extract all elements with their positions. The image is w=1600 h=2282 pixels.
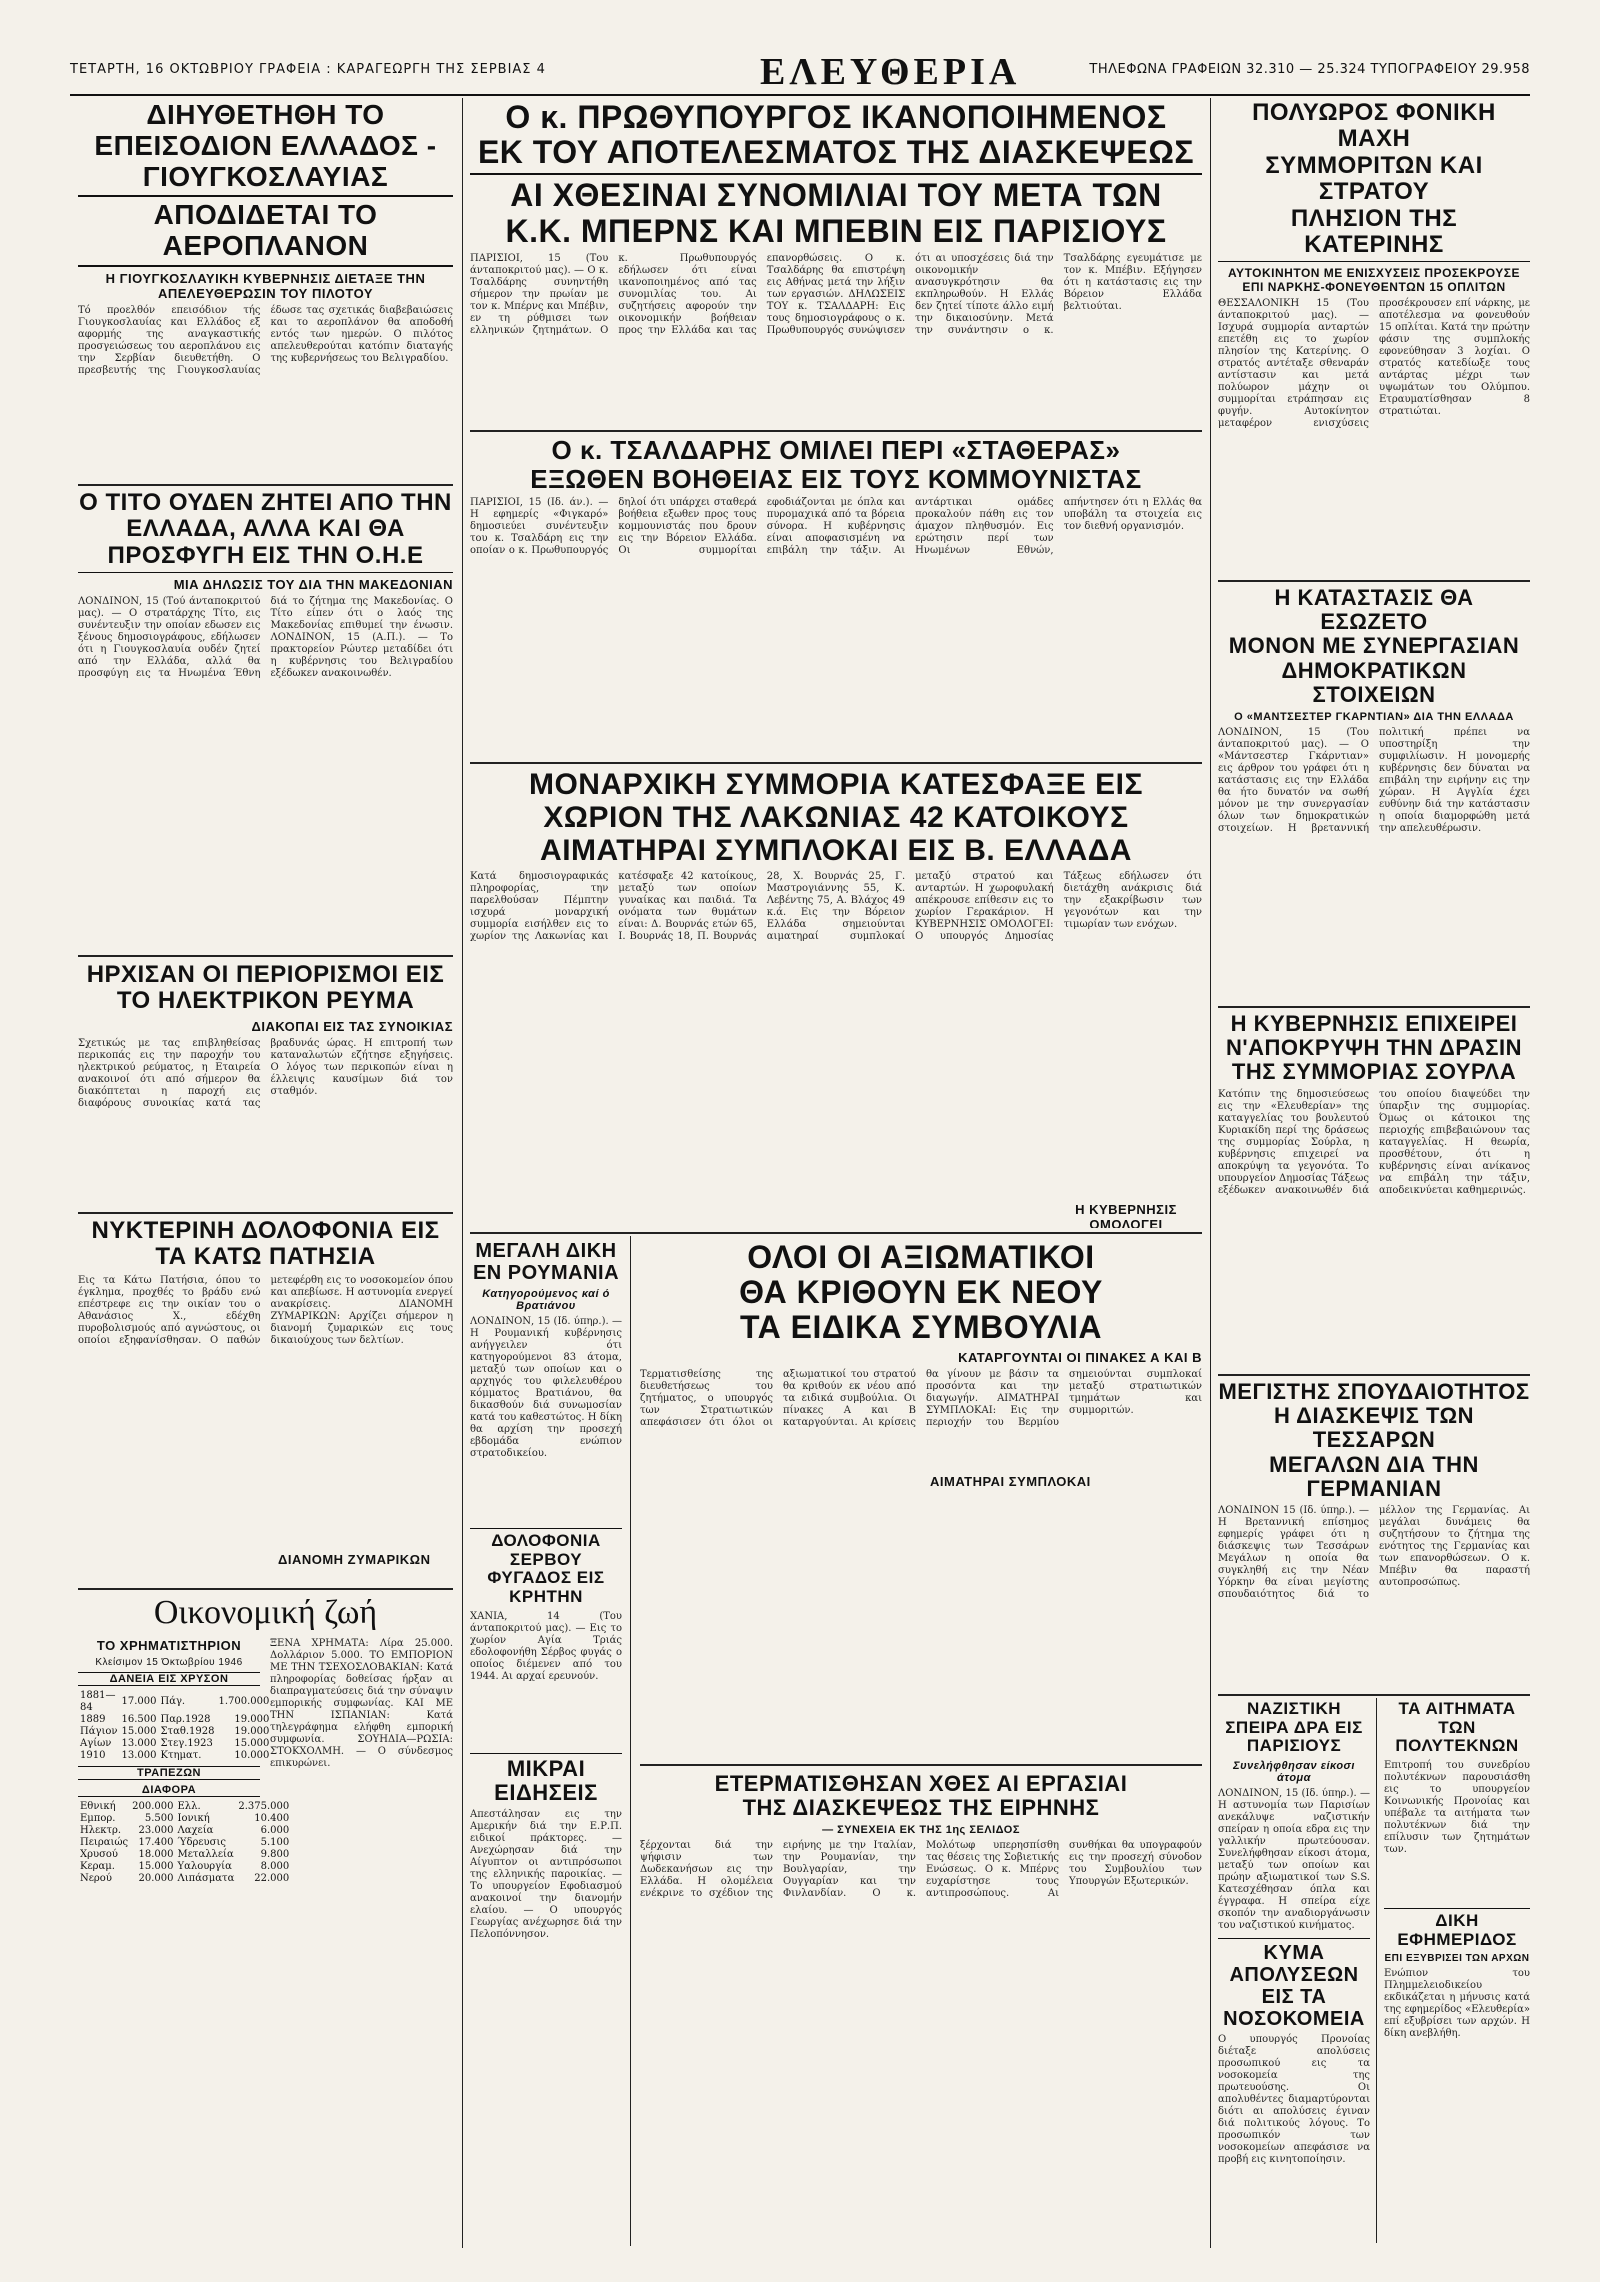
headline: ΗΡΧΙΣΑΝ ΟΙ ΠΕΡΙΟΡΙΣΜΟΙ ΕΙΣ ΤΟ ΗΛΕΚΤΡΙΚΟΝ ΡΕΥΜΑ xyxy=(86,962,445,1015)
article-sourlas-gang xyxy=(1218,1012,1530,1372)
table-row xyxy=(78,1738,271,1750)
headline: ΘΑ ΚΡΙΘΟΥΝ ΕΚ ΝΕΟΥ xyxy=(739,1274,1103,1311)
headline: ΠΛΗΣΙΟΝ ΤΗΣ ΚΑΤΕΡΙΝΗΣ xyxy=(1290,204,1458,258)
table-row xyxy=(78,1801,291,1813)
table-cell: Σταθ.1928 xyxy=(160,1726,215,1737)
table-cell: 18.000 xyxy=(138,1849,174,1860)
article-tsaldaris-support xyxy=(470,436,1202,761)
table-cell: 1889 xyxy=(80,1714,106,1725)
article-newspaper-trial xyxy=(1384,1905,1530,2240)
article-electricity xyxy=(78,962,453,1212)
table-cell: Κεραμ. xyxy=(80,1861,115,1872)
article-crete-murder xyxy=(470,1525,622,1745)
article-peace-conference xyxy=(640,1772,1202,2242)
table-cell: 17.400 xyxy=(138,1837,174,1848)
article-short-news xyxy=(470,1750,622,2240)
headline: ΤΗΣ ΔΙΑΣΚΕΨΕΩΣ ΤΗΣ ΕΙΡΗΝΗΣ xyxy=(742,1795,1100,1821)
headline: ΤΑ ΕΙΔΙΚΑ ΣΥΜΒΟΥΛΙΑ xyxy=(740,1309,1102,1346)
table-cell: 5.500 xyxy=(144,1813,174,1824)
article-body: Τερματισθείσης της διευθετήσεως του ζητήματος, ο υπουργός των Στρατιωτικών απεφάσισεν ότι όλοι οι αξιωματικοί του στρατού θα κριθούν εκ νέου από τα ειδικά συμβούλια. Οι πίνακες Α και Β καταργούνται. Αι κρίσεις θα γίνουν με βάσιν τα προσόντα και την διαγωγήν. ΑΙΜΑΤΗΡΑΙ ΣΥΜΠΛΟΚΑΙ: Εις την περιοχήν του Βερμίου σημειούνται συμπλοκαί μεταξύ στρατιωτικών τμημάτων και συμμοριτών. xyxy=(640,1368,1202,1428)
table-cell: Αγίων xyxy=(80,1738,112,1749)
headline: Η ΚΑΤΑΣΤΑΣΙΣ ΘΑ ΕΣΩΖΕΤΟ xyxy=(1274,586,1474,635)
headline: ΑΙΜΑΤΗΡΑΙ ΣΥΜΠΛΟΚΑΙ ΕΙΣ Β. ΕΛΛΑΔΑ xyxy=(540,834,1132,867)
table-row xyxy=(78,1813,291,1825)
subheadline: Η ΚΥΒΕΡΝΗΣΙΣ ΟΜΟΛΟΓΕΙ xyxy=(1075,1202,1177,1228)
table-cell: 13.000 xyxy=(121,1738,157,1749)
table-cell: 15.000 xyxy=(121,1726,157,1737)
table-cell: 10.400 xyxy=(254,1813,290,1824)
exchange-date: Κλείσιμον 15 Όκτωβρίου 1946 xyxy=(95,1657,243,1668)
table-cell: Κτηματ. xyxy=(160,1750,202,1761)
table-cell: 19.000 xyxy=(234,1726,270,1737)
article-body: ξέρχονται διά την ψήφισιν των Δωδεκανήσων εις την Ελλάδα. Η ολομέλεια ενέκρινε το σχέδιον της ειρήνης με την Ιταλίαν, την Ρουμανίαν, την Βουλγαρίαν, την Ουγγαρίαν και την Φινλανδίαν. Ο κ. Μολότωφ υπερησπίσθη τας θέσεις της Σοβιετικής Ενώσεως. Ο κ. Μπέρνς ευχαρίστησε τους αντιπροσώπους. Αι συνθήκαι θα υπογραφούν εις την προσεχή σύνοδον του Συμβουλίου των Υπουργών Εξωτερικών. xyxy=(640,1840,1202,1900)
table-row xyxy=(78,1726,271,1738)
subheadline: Συνελήφθησαν είκοσι άτομα xyxy=(1233,1760,1355,1785)
article-greece-yugoslavia xyxy=(78,100,453,490)
subheadline: ΜΙΑ ΔΗΛΩΣΙΣ ΤΟΥ ΔΙΑ ΤΗΝ ΜΑΚΕΔΟΝΙΑΝ xyxy=(173,577,453,593)
article-body: Επιτροπή του συνεδρίου πολυτέκνων παρουσιάσθη εις το υπουργείον Κοινωνικής Προνοίας και υπέβαλε τα αιτήματα των πολυτέκνων διά την επίλυσιν των ζητημάτων των. xyxy=(1384,1760,1530,1856)
headline: ΜΕΓΙΣΤΗΣ ΣΠΟΥΔΑΙΟΤΗΤΟΣ xyxy=(1218,1380,1530,1404)
article-nazi-ring xyxy=(1218,1700,1370,1930)
article-body: Ο υπουργός Προνοίας διέταξε απολύσεις προσωπικού εις τα νοσοκομεία της πρωτευούσης. Οι απολυθέντες διαμαρτύρονται διότι αι απολύσεις έγιναν διά πολιτικούς λόγους. Το προσωπικόν των νοσοκομείων απεφάσισε να προβή εις κινητοποίησιν. xyxy=(1218,2034,1370,2165)
masthead xyxy=(70,50,1530,96)
article-body: Ενώπιον του Πλημμελειοδικείου εκδικάζεται η μήνυσις κατά της εφημερίδος «Ελευθερία» επί εξυβρίσει των αρχών. Η δίκη ανεβλήθη. xyxy=(1384,1968,1530,2040)
headline: ΑΙ ΧΘΕΣΙΝΑΙ ΣΥΝΟΜΙΛΙΑΙ ΤΟΥ ΜΕΤΑ ΤΩΝ xyxy=(510,177,1162,214)
article-katerini-battle xyxy=(1218,100,1530,580)
masthead-phones: ΤΗΛΕΦΩΝΑ ΓΡΑΦΕΙΩΝ 32.310 — 25.324 ΤΥΠΟΓΡΑΦΕΙΟΥ 29.958 xyxy=(1089,62,1530,77)
gold-loans-table xyxy=(78,1690,271,1762)
headline: ΤΑ ΑΙΤΗΜΑΤΑ ΤΩΝ ΠΟΛΥΤΕΚΝΩΝ xyxy=(1395,1700,1519,1756)
table-cell: 1881—84 xyxy=(80,1690,116,1713)
subheadline: Ο «ΜΑΝΤΣΕΣΤΕΡ ΓΚΑΡΝΤΙΑΝ» ΔΙΑ ΤΗΝ ΕΛΛΑΔΑ xyxy=(1234,710,1514,723)
table-cell: 17.000 xyxy=(121,1696,157,1707)
table-cell: 19.000 xyxy=(234,1714,270,1725)
headline: Ο κ. ΠΡΩΘΥΠΟΥΡΓΟΣ ΙΚΑΝΟΠΟΙΗΜΕΝΟΣ xyxy=(505,100,1167,135)
article-lakonia-massacre xyxy=(470,768,1202,1228)
table-row xyxy=(78,1825,291,1837)
subheadline: ΚΑΤΑΡΓΟΥΝΤΑΙ ΟΙ ΠΙΝΑΚΕΣ Α ΚΑΙ Β xyxy=(958,1349,1202,1365)
headline: ΕΤΕΡΜΑΤΙΣΘΗΣΑΝ ΧΘΕΣ ΑΙ ΕΡΓΑΣΙΑΙ xyxy=(714,1772,1128,1796)
subheadline: ΑΙΜΑΤΗΡΑΙ ΣΥΜΠΛΟΚΑΙ xyxy=(930,1474,1091,1489)
headline: ΔΙΗΥΘΕΤΗΘΗ ΤΟ ΕΠΕΙΣΟΔΙΟΝ ΕΛΛΑΔΟΣ - ΓΙΟΥΓΚΟΣΛΑΥΙΑΣ xyxy=(94,100,437,192)
article-body: ΧΑΝΙΑ, 14 (Του άνταποκριτού μας). — Εις το χωρίον Αγία Τριάς εδολοφονήθη Σέρβος φυγάς ο οποίος διέμενεν από του 1944. Αι αρχαί ερευνούν. xyxy=(470,1610,622,1682)
masthead-date-address: ΤΕΤΑΡΤΗ, 16 ΟΚΤΩΒΡΙΟΥ ΓΡΑΦΕΙΑ : ΚΑΡΑΓΕΩΡΓΗ ΤΗΣ ΣΕΡΒΙΑΣ 4 xyxy=(70,62,546,77)
article-body: Απεστάλησαν εις την Αμερικήν διά την Ε.Ρ.Π. ειδικοί πράκτορες. — Ανεχώρησαν διά την Αίγυπτον οι αντιπρόσωποι της ελληνικής παροικίας. — Το υπουργείον Εφοδιασμού ανακοινοί την διανομήν ελαίου. — Ο υπουργός Γεωργίας ανέχωρησε διά την Πελοπόννησον. xyxy=(470,1809,622,1941)
article-manchester-guardian xyxy=(1218,586,1530,1006)
table-cell: Υαλουργία xyxy=(177,1861,232,1872)
headline: ΜΟΝΑΡΧΙΚΗ ΣΥΜΜΟΡΙΑ ΚΑΤΕΣΦΑΞΕ ΕΙΣ xyxy=(528,768,1143,801)
headline: ΤΗΣ ΣΥΜΜΟΡΙΑΣ ΣΟΥΡΛΑ xyxy=(1231,1059,1517,1085)
article-four-powers xyxy=(1218,1380,1530,1692)
article-body: ΛΟΝΔΙΝΟΝ, 15 (Του άνταποκριτού μας). — Ο «Μάντσεστερ Γκάρντιαν» εις άρθρον του γράφει ότι η κατάστασις εις την Ελλάδα θα ήτο δυνατόν να σωθή μόνον με την συνεργασίαν όλων των δημοκρατικών στοιχείων. Η βρεταννική πολιτική πρέπει να υποστηρίξη την συμφιλίωσιν. Η μονομερής κυβέρνησις δεν δύναται να επιβάλη την ειρήνην εις την χώραν. Η Αγγλία έχει ευθύνην διά την κατάστασιν η οποία διαμορφώθη μετά την απελευθέρωσιν. xyxy=(1218,726,1530,834)
article-body: Σχετικώς με τας επιβληθείσας περικοπάς εις την παροχήν του ηλεκτρικού ρεύματος, η Εταιρεία ανακοινοί ότι από σήμερον θα διακόπτεται η παροχή εις διαφόρους συνοικίας κατά τας βραδυνάς ώρας. Η επιτροπή των καταναλωτών εζήτησε εξηγήσεις. Ο λόγος των περικοπών είναι η έλλειψις καυσίμων διά τον σταθμόν. xyxy=(78,1037,453,1109)
table-cell: 9.800 xyxy=(260,1849,290,1860)
subheadline: Κατηγορούμενος καί ό Βρατιάνου xyxy=(482,1288,610,1312)
headline: ΣΥΜΜΟΡΙΤΩΝ ΚΑΙ ΣΤΡΑΤΟΥ xyxy=(1265,151,1483,206)
headline: Κ.Κ. ΜΠΕΡΝΣ ΚΑΙ ΜΠΕΒΙΝ ΕΙΣ ΠΑΡΙΣΙΟΥΣ xyxy=(505,212,1167,249)
table-cell: Πάγιον xyxy=(80,1726,118,1737)
headline: ΝΑΖΙΣΤΙΚΗ ΣΠΕΙΡΑ ΔΡΑ ΕΙΣ ΠΑΡΙΣΙΟΥΣ xyxy=(1225,1700,1363,1756)
table-cell: Εθνική xyxy=(80,1801,116,1812)
article-body: Τό προελθόν επεισόδιον τής Γιουγκοσλαυίας και Ελλάδος εξ αφορμής της αναγκαστικής προσγειώσεως του αεροπλάνου εις την Σερβίαν διευθετήθη. Ο πρεσβευτής της Γιουγκοσλαυίας έδωσε τας σχετικάς διαβεβαιώσεις και το αεροπλάνον θα αποδοθή εντός των ημερών. Ο πιλότος απελευθερούται κατόπιν διαταγής της κυβερνήσεως του Βελιγραδίου. xyxy=(78,304,453,376)
table-cell: 20.000 xyxy=(138,1873,174,1884)
table-title: ΔΑΝΕΙΑ ΕΙΣ ΧΡΥΣΟΝ xyxy=(78,1672,260,1686)
headline: ΜΕΓΑΛΗ ΔΙΚΗ ΕΝ ΡΟΥΜΑΝΙΑ xyxy=(472,1240,620,1284)
subheadline: ΑΥΤΟΚΙΝΗΤΟΝ ΜΕ ΕΝΙΣΧΥΣΕΙΣ ΠΡΟΣΕΚΡΟΥΣΕ ΕΠΙ ΝΑΡΚΗΣ-ΦΟΝΕΥΘΕΝΤΩΝ 15 ΟΠΛΙΤΩΝ xyxy=(1227,266,1520,295)
headline: ΝΥΚΤΕΡΙΝΗ ΔΟΛΟΦΟΝΙΑ ΕΙΣ ΤΑ ΚΑΤΩ ΠΑΤΗΣΙΑ xyxy=(91,1218,440,1271)
article-officers xyxy=(640,1240,1202,1760)
table-cell: Χρυσού xyxy=(80,1849,119,1860)
masthead-title: ΕΛΕΥΘΕΡΙΑ xyxy=(760,51,1021,93)
headline: ΔΟΛΟΦΟΝΙΑ ΣΕΡΒΟΥ ΦΥΓΑΔΟΣ ΕΙΣ ΚΡΗΤΗΝ xyxy=(487,1531,605,1607)
headline: ΔΙΚΗ ΕΦΗΜΕΡΙΔΟΣ xyxy=(1397,1911,1517,1949)
economic-life-section xyxy=(78,1592,453,2242)
article-body: ΛΟΝΔΙΝΟΝ, 15 (Ιδ. ύπηρ.). — Η αστυνομία των Παρισίων ανεκάλυψε ναζιστικήν σπείραν η οποία εδρα εις την γαλλικήν πρωτεύουσαν. Συνελήφθησαν είκοσι άτομα, μεταξύ των οποίων και πρώην αξιωματικοί των S.S. Κατεσχέθησαν όπλα και έγγραφα. Η σπείρα είχε σκοπόν την αναδιοργάνωσιν του ναζιστικού κινήματος. xyxy=(1218,1788,1370,1930)
article-prime-minister xyxy=(470,100,1202,430)
table-cell: Νερού xyxy=(80,1873,112,1884)
table-cell: 10.000 xyxy=(234,1750,270,1761)
subheadline: — ΣΥΝΕΧΕΙΑ ΕΚ ΤΗΣ 1ης ΣΕΛΙΔΟΣ xyxy=(822,1824,1020,1837)
table-title: ΔΙΑΦΟΡΑ xyxy=(78,1784,260,1797)
table-row xyxy=(78,1849,291,1861)
table-cell: 2.375.000 xyxy=(238,1801,290,1812)
table-cell: Λιπάσματα xyxy=(177,1873,235,1884)
table-cell: 6.000 xyxy=(260,1825,290,1836)
article-large-families xyxy=(1384,1700,1530,1900)
table-row xyxy=(78,1861,291,1873)
article-tito xyxy=(78,490,453,955)
headline: Ο κ. ΤΣΑΛΔΑΡΗΣ ΟΜΙΛΕΙ ΠΕΡΙ «ΣΤΑΘΕΡΑΣ» xyxy=(551,436,1121,465)
headline: ΕΞΩΘΕΝ ΒΟΗΘΕΙΑΣ ΕΙΣ ΤΟΥΣ ΚΟΜΜΟΥΝΙΣΤΑΣ xyxy=(530,463,1142,494)
section-title: Οικονομική ζωή xyxy=(153,1594,378,1631)
table-cell: Ηλεκτρ. xyxy=(80,1825,122,1836)
table-row xyxy=(78,1750,271,1762)
article-body: ΠΑΡΙΣΙΟΙ, 15 (Ιδ. άν.). — Η εφημερίς «Φιγκαρό» δημοσιεύει συνέντευξιν του κ. Τσαλδάρη εις την οποίαν ο κ. Πρωθυπουργός δηλοί ότι υπάρχει σταθερά βοήθεια εξωθεν προς τους κομμουνιστάς που δρουν εις την Βόρειον Ελλάδα. Οι συμμορίται εφοδιάζονται με όπλα και πυρομαχικά από τα βόρεια σύνορα. Η κυβέρνησις είναι αποφασισμένη να επιβάλη την τάξιν. Αι αντάρτικαι ομάδες προκαλούν πάθη εις τον άμαχον πληθυσμόν. Εις ερώτησιν περί των Ηνωμένων Εθνών, απήντησεν ότι η Ελλάς θα υποβάλη τα στοιχεία εις τον διεθνή οργανισμόν. xyxy=(470,497,1202,557)
article-romania-trial xyxy=(470,1240,622,1520)
table-cell: 8.000 xyxy=(260,1861,290,1872)
article-body: Εις τα Κάτω Πατήσια, όπου το έγκλημα, προχθές το βράδυ ενώ επέστρεφε εις την οικίαν του ο Αθανάσιος Χ., εδέχθη πυροβολισμούς από αγνώστους, οι οποίοι εξηφανίσθησαν. Ο παθών μετεφέρθη εις το νοσοκομείον όπου και απεβίωσε. Η αστυνομία ενεργεί ανακρίσεις. ΔΙΑΝΟΜΗ ΖΥΜΑΡΙΚΩΝ: Αρχίζει σήμερον η διανομή ζυμαρικών εις τους δικαιούχους των δελτίων. xyxy=(78,1274,453,1346)
subheadline: ΕΠΙ ΕΞΥΒΡΙΣΕΙ ΤΩΝ ΑΡΧΩΝ xyxy=(1384,1953,1530,1965)
table-row xyxy=(78,1873,291,1885)
table-cell: 16.500 xyxy=(121,1714,157,1725)
table-cell: Στεγ.1923 xyxy=(160,1738,213,1749)
subheadline: ΤΟ ΧΡΗΜΑΤΙΣΤΗΡΙΟΝ xyxy=(96,1638,242,1653)
headline: ΚΥΜΑ ΑΠΟΛΥΣΕΩΝ ΕΙΣ ΤΑ ΝΟΣΟΚΟΜΕΙΑ xyxy=(1223,1942,1365,2030)
headline: Η ΚΥΒΕΡΝΗΣΙΣ ΕΠΙΧΕΙΡΕΙ xyxy=(1230,1012,1518,1036)
article-body: ΞΕΝΑ ΧΡΗΜΑΤΑ: Λίρα 25.000. Δολλάριον 5.000. ΤΟ ΕΜΠΟΡΙΟΝ ΜΕ ΤΗΝ ΤΣΕΧΟΣΛΟΒΑΚΙΑΝ: Κατά πληροφορίας δοθείσας ήρξαν αι διαπραγματεύσεις διά την σύναψιν εμπορικής συμφωνίας. ΚΑΙ ΜΕ ΤΗΝ ΙΣΠΑΝΙΑΝ: Κατά τηλεγράφημα ελήφθη εμπορική συμφωνία. ΣΟΥΗΔΙΑ—ΡΩΣΙΑ: ΣΤΟΚΧΟΛΜΗ. — Ο σύνδεσμος επικυρώνει. xyxy=(270,1638,453,1769)
table-cell: 23.000 xyxy=(138,1825,174,1836)
table-cell: Λαχεία xyxy=(177,1825,214,1836)
table-cell: 1.700.000 xyxy=(218,1696,270,1707)
table-cell: Παρ.1928 xyxy=(160,1714,211,1725)
headline: Ν'ΑΠΟΚΡΥΨΗ ΤΗΝ ΔΡΑΣΙΝ xyxy=(1226,1035,1522,1061)
headline: ΠΟΛΥΩΡΟΣ ΦΟΝΙΚΗ ΜΑΧΗ xyxy=(1252,100,1496,153)
table-cell: Μεταλλεία xyxy=(177,1849,234,1860)
headline: Ο ΤΙΤΟ ΟΥΔΕΝ ΖΗΤΕΙ ΑΠΟ ΤΗΝ ΕΛΛΑΔΑ, ΑΛΛΑ ΚΑΙ ΘΑ ΠΡΟΣΦΥΓΗ ΕΙΣ ΤΗΝ Ο.Η.Ε xyxy=(79,490,452,569)
table-cell: Ιονική xyxy=(177,1813,210,1824)
headline: Η ΔΙΑΣΚΕΨΙΣ ΤΩΝ ΤΕΣΣΑΡΩΝ xyxy=(1273,1403,1475,1453)
table-cell: 15.000 xyxy=(138,1861,174,1872)
table-cell: 5.100 xyxy=(260,1837,290,1848)
table-cell: 22.000 xyxy=(254,1873,290,1884)
table-title: ΤΡΑΠΕΖΩΝ xyxy=(78,1766,260,1780)
subheadline: Η ΓΙΟΥΓΚΟΣΛΑΥΙΚΗ ΚΥΒΕΡΝΗΣΙΣ ΔΙΕΤΑΞΕ ΤΗΝ ΑΠΕΛΕΥΘΕΡΩΣΙΝ ΤΟΥ ΠΙΛΟΤΟΥ xyxy=(105,270,426,301)
table-cell: 13.000 xyxy=(121,1750,157,1761)
headline: ΧΩΡΙΟΝ ΤΗΣ ΛΑΚΩΝΙΑΣ 42 ΚΑΤΟΙΚΟΥΣ xyxy=(543,801,1129,834)
table-row xyxy=(78,1837,291,1849)
subheadline: ΔΙΑΝΟΜΗ ΖΥΜΑΡΙΚΩΝ xyxy=(278,1552,431,1567)
table-row xyxy=(78,1690,271,1714)
column-rule xyxy=(1210,98,1211,2248)
subheadline: ΔΙΑΚΟΠΑΙ ΕΙΣ ΤΑΣ ΣΥΝΟΙΚΙΑΣ xyxy=(251,1018,453,1034)
article-body: ΛΟΝΔΙΝΟΝ, 15 (Τού άνταποκριτού μας). — Ο στρατάρχης Τίτο, εις συνέντευξιν την οποίαν εδωσεν εις ξένους δημοσιογράφους, εδήλωσεν ότι η Γιουγκοσλαυία ουδέν ζητεί από την Ελλάδα, αλλά θα προσφύγη εις τα Ηνωμένα Έθνη διά το ζήτημα της Μακεδονίας. Ο Τίτο είπεν ότι ο λαός της Μακεδονίας επιθυμεί την ένωσιν. ΛΟΝΔΙΝΟΝ, 15 (Α.Π.). — Το πρακτορείον Ρώυτερ μεταδίδει ότι η κυβέρνησις του Βελιγραδίου εξέδωκεν ανακοινωθέν. xyxy=(78,596,453,680)
table-cell: 200.000 xyxy=(132,1801,174,1812)
article-body: ΛΟΝΔΙΝΟΝ 15 (Ιδ. ύπηρ.). — Η Βρεταννική επίσημος εφημερίς γράφει ότι η διάσκεψις των Τεσσάρων Μεγάλων η οποία θα συγκληθή εις την Νέαν Υόρκην θα είναι μεγίστης σπουδαιότητος διά το μέλλον της Γερμανίας. Αι μεγάλαι δυνάμεις θα συζητήσουν το ζήτημα της ενότητος της Γερμανίας και των επανορθώσεων. Ο κ. Μπέβιν θα παραστή αυτοπροσώπως. xyxy=(1218,1504,1530,1600)
table-cell: Εμπορ. xyxy=(80,1813,116,1824)
table-cell: Πειραιώς xyxy=(80,1837,129,1848)
column-rule xyxy=(462,98,463,2248)
article-body: Κατά δημοσιογραφικάς πληροφορίας, την παρελθούσαν Πέμπτην ισχυρά μοναρχική συμμορία εισήλθεν εις το χωρίον της Λακωνίας και κατέσφαξε 42 κατοίκους, μεταξύ των οποίων γυναίκας και παιδιά. Τα ονόματα των θυμάτων είναι: Δ. Βουρνάς ετών 65, Ι. Βουρνάς 18, Π. Βουρνάς 28, Χ. Βουρνάς 25, Γ. Μαστρογιάννης 55, Κ. Λεβέντης 75, Α. Βλάχος 49 κ.ά. Εις την Βόρειον Ελλάδα σημειούνται αιματηραί συμπλοκαί μεταξύ στρατού και ανταρτών. Η χωροφυλακή απέκρουσε επίθεσιν εις το χωρίον Γερακάριον. Η ΚΥΒΕΡΝΗΣΙΣ ΟΜΟΛΟΓΕΙ: Ο υπουργός Δημοσίας Τάξεως εδήλωσεν ότι διετάχθη ανάκρισις διά την εξακρίβωσιν των γεγονότων και την τιμωρίαν των ενόχων. xyxy=(470,871,1202,942)
headline: ΑΠΟΔΙΔΕΤΑΙ ΤΟ ΑΕΡΟΠΛΑΝΟΝ xyxy=(153,199,378,262)
table-cell: Ελλ. xyxy=(177,1801,201,1812)
headline: ΟΛΟΙ ΟΙ ΑΞΙΩΜΑΤΙΚΟΙ xyxy=(747,1240,1095,1275)
table-cell: Ύδρευσις xyxy=(177,1837,226,1848)
article-body: ΘΕΣΣΑΛΟΝΙΚΗ 15 (Του άνταποκριτού μας). — Ισχυρά συμμορία ανταρτών επετέθη εις το χωρίον πλησίον της Κατερίνης. Ο στρατός αντέταξε σθεναράν αντίστασιν και μετά πολύωρον μάχην οι συμμορίται ετράπησαν εις φυγήν. Αυτοκίνητον μεταφέρον ενισχύσεις προσέκρουσεν επί νάρκης, με αποτέλεσμα να φονευθούν 15 οπλίται. Κατά την πρώτην φάσιν της συμπλοκής εφονεύθησαν 3 λοχίαι. Ο στρατός κατεδίωξε τους αντάρτας μέχρι των υψωμάτων του Ολύμπου. Ετραυματίσθησαν 8 στρατιώται. xyxy=(1218,298,1530,430)
table-cell: 1910 xyxy=(80,1750,106,1761)
article-body: Κατόπιν της δημοσιεύσεως εις την «Ελευθερίαν» της καταγγελίας του βουλευτού Κυριακίδη περί της δράσεως της συμμορίας Σούρλα, η κυβέρνησις επιχειρεί να αποκρύψη τα γεγονότα. Το υπουργείον Δημοσίας Τάξεως εξέδωκεν ανακοινωθέν διά του οποίου διαψεύδει την ύπαρξιν της συμμορίας. Όμως οι κάτοικοι της περιοχής επιβεβαιώνουν τας καταγγελίας. Η θεωρία, προσθέτουν, ότι η κυβέρνησις είναι ανίκανος να επιβάλη την τάξιν, αποδεικνύεται καθημερινώς. xyxy=(1218,1088,1530,1196)
article-hospital-layoffs xyxy=(1218,1935,1370,2240)
headline: ΔΗΜΟΚΡΑΤΙΚΩΝ ΣΤΟΙΧΕΙΩΝ xyxy=(1281,657,1467,707)
headline: ΕΚ ΤΟΥ ΑΠΟΤΕΛΕΣΜΑΤΟΣ ΤΗΣ ΔΙΑΣΚΕΨΕΩΣ xyxy=(477,134,1195,171)
article-body: ΛΟΝΔΙΝΟΝ, 15 (Ιδ. ύπηρ.). — Η Ρουμανική κυβέρνησις ανήγγειλεν ότι κατηγορούμενοι 83 άτομα, μεταξύ των οποίων και ο αρχηγός του φιλελευθέρου κόμματος Βρατιάνου, θα δικασθούν διά συνωμοσίαν κατά του καθεστώτος. Η δίκη θα αρχίση την προσεχή εβδομάδα ενώπιον στρατοδικείου. xyxy=(470,1316,622,1459)
table-cell: Πάγ. xyxy=(160,1696,186,1707)
headline: ΜΙΚΡΑΙ ΕΙΔΗΣΕΙΣ xyxy=(494,1756,598,1806)
banks-table xyxy=(78,1801,291,1885)
article-body: ΠΑΡΙΣΙΟΙ, 15 (Του άνταποκριτού μας). — Ο κ. Τσαλδάρης συνηντήθη σήμερον την πρωίαν με τον κ. Μπέρνς και Μπέβιν, εν τη ρύθμισει των ελληνικών ζητημάτων. Ο κ. Πρωθυπουργός εδήλωσεν ότι είναι ικανοποιημένος από τας συνομιλίας του. Αι συζητήσεις αφορούν την οικονομικήν βοήθειαν προς την Ελλάδα και τας επανορθώσεις. Ο κ. Τσαλδάρης θα επιστρέψη εις Αθήνας μετά την λήξιν των εργασιών. ΔΗΛΩΣΕΙΣ ΤΟΥ κ. ΤΣΑΛΔΑΡΗ: Εις τους δημοσιογράφους ο κ. Πρωθυπουργός συνώψισεν ότι αι υποσχέσεις διά την οικονομικήν ανασυγκρότησιν θα εκπληρωθούν. Η Ελλάς δεν ζητεί τίποτε άλλο ειμή την δικαιοσύνην. Μετά την συνάντησιν ο κ. Τσαλδάρης εγευμάτισε με τον κ. Μπέβιν. Εξήγησεν ότι η κατάστασις εις την Βόρειον Ελλάδα βελτιούται. xyxy=(470,252,1202,336)
table-row xyxy=(78,1714,271,1726)
table-cell: 15.000 xyxy=(234,1738,270,1749)
headline: ΜΟΝΟΝ ΜΕ ΣΥΝΕΡΓΑΣΙΑΝ xyxy=(1228,633,1520,659)
headline: ΜΕΓΑΛΩΝ ΔΙΑ ΤΗΝ ΓΕΡΜΑΝΙΑΝ xyxy=(1269,1451,1479,1501)
article-murder-patisia xyxy=(78,1218,453,1588)
